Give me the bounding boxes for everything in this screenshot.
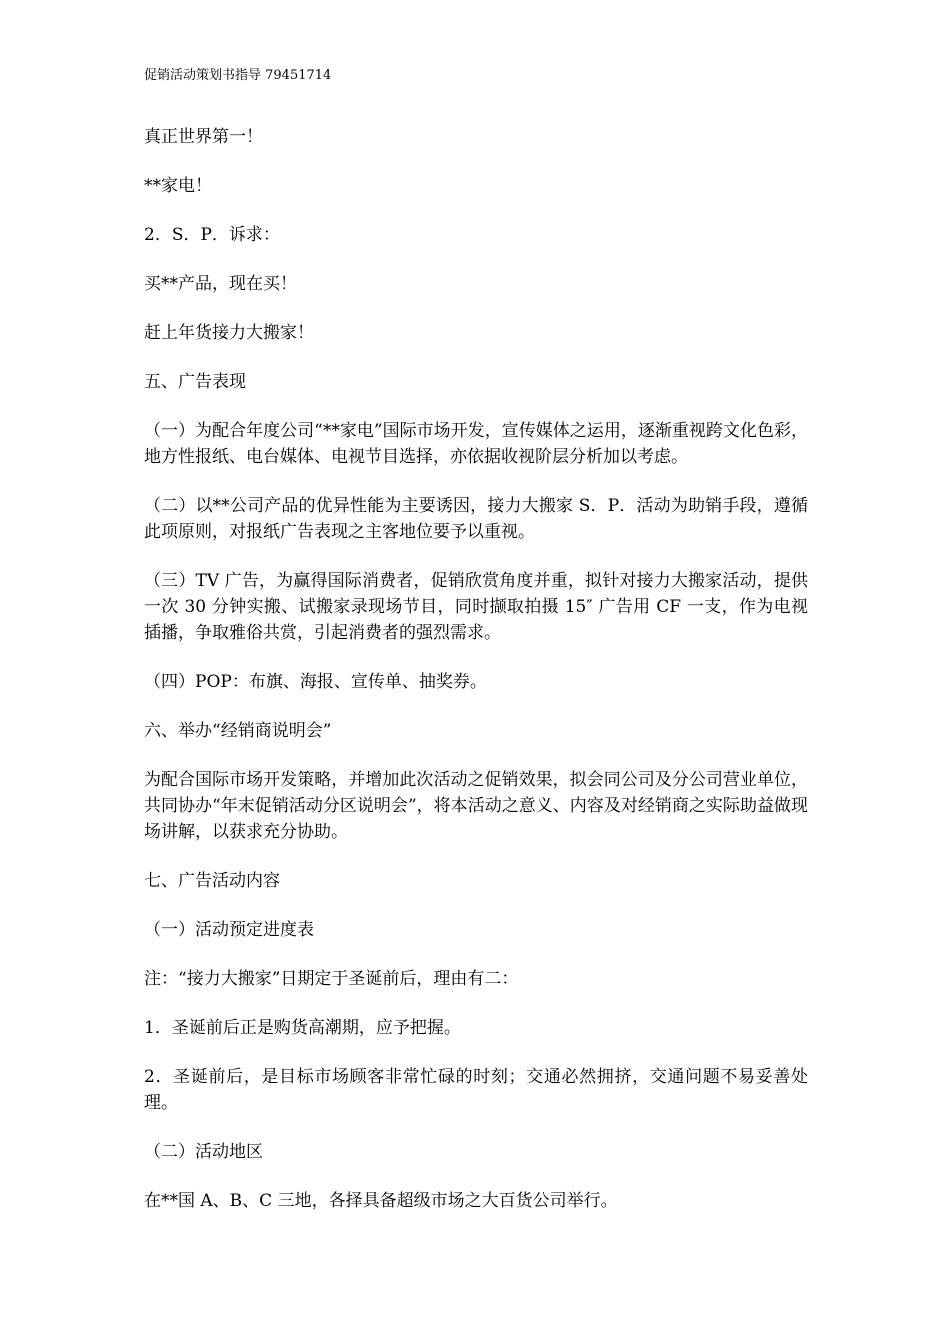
slogan-line: 赶上年货接力大搬家！: [144, 323, 314, 343]
list-item: 2．圣诞前后，是目标市场顾客非常忙碌的时刻；交通必然拥挤，交通问题不易妥善处理。: [144, 1067, 808, 1113]
body-paragraph: （四）POP：布旗、海报、宣传单、抽奖券。: [144, 672, 487, 692]
list-item: 1．圣诞前后正是购货高潮期，应予把握。: [144, 1018, 461, 1038]
body-paragraph: （一）为配合年度公司“**家电”国际市场开发，宣传媒体之运用，逐渐重视跨文化色彩，地方性报纸、电台媒体、电视节目选择，亦依据收视阶层分析加以考虑。: [144, 421, 808, 467]
body-paragraph: （二）以**公司产品的优异性能为主要诱因，接力大搬家 S．P．活动为助销手段，遵循此项原则，对报纸广告表现之主客地位要予以重视。: [144, 496, 808, 542]
body-paragraph: 在**国 A、B、C 三地，各择具备超级市场之大百货公司举行。: [144, 1191, 618, 1211]
page-header: 促销活动策划书指导 79451714: [144, 68, 332, 83]
section-heading: 七、广告活动内容: [144, 871, 280, 891]
section-subheading: （一）活动预定进度表: [144, 920, 314, 940]
section-heading: 五、广告表现: [144, 372, 246, 392]
section-subheading: 2．S．P．诉求：: [144, 225, 280, 245]
body-paragraph: 为配合国际市场开发策略，并增加此次活动之促销效果，拟会同公司及分公司营业单位，共同协办“年末促销活动分区说明会”，将本活动之意义、内容及对经销商之实际助益做现场讲解，以获求充分协助。: [144, 770, 808, 842]
slogan-line: 买**产品，现在买！: [144, 274, 297, 294]
slogan-line: 真正世界第一！: [144, 127, 263, 147]
document-body: [144, 124, 808, 1237]
section-heading: 六、举办“经销商说明会”: [144, 721, 332, 741]
slogan-line: **家电！: [144, 176, 212, 196]
note-paragraph: 注：“接力大搬家”日期定于圣诞前后，理由有二：: [144, 969, 519, 989]
body-paragraph: （三）TV 广告，为赢得国际消费者，促销欣赏角度并重，拟针对接力大搬家活动，提供一次 30 分钟实搬、试搬家录现场节目，同时撷取拍摄 15″ 广告用 CF 一支，作为电视插播，争取雅俗共赏，引起消费者的强烈需求。: [144, 571, 808, 643]
section-subheading: （二）活动地区: [144, 1142, 263, 1162]
